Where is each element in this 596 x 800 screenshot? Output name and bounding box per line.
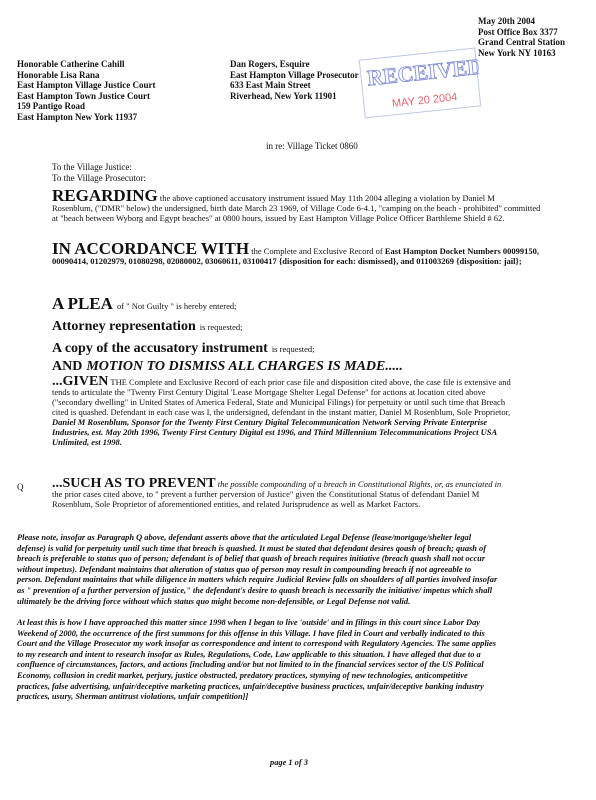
note-line: to my research and intent to research insofar as Rules, Regulations, Code, Law applicable to this situation. I have alleged that due to a: [17, 649, 481, 659]
regarding-line: Rosenblum, ("DMR" below) the undersigned, birth date March 23 1969, of Village Code 6-4.1, "camping on the beach - prohibited" committed: [52, 203, 541, 213]
accordance-docket: East Hampton Docket Numbers 00099150,: [384, 246, 540, 256]
note-line: defense) is valid for perpetuity until such time that breach is quashed. It must be stated that defendant desires qoash of breach; quash of: [17, 543, 487, 553]
given-paragraph: [52, 374, 582, 447]
recipients-left: [17, 59, 156, 122]
regarding-line: at "beach between Wyborg and Egypt beaches" at 0800 hours, issued by East Hampton Village Police Officer Barthleme Shield # 62.: [52, 213, 505, 223]
salutation-line: To the Village Justice:: [52, 162, 132, 172]
sender-city: New York NY 10163: [478, 47, 556, 58]
regarding-paragraph: [52, 186, 572, 223]
motion-lead: AND: [52, 359, 83, 374]
given-line: THE Complete and Exclusive Record of each prior case file and disposition cited above, the case file is extensive and: [110, 377, 511, 387]
accordance-rest: the Complete and Exclusive Record of: [251, 246, 383, 256]
attorney-line: [52, 317, 242, 335]
given-line: Unlimited, est 1998.: [52, 437, 122, 447]
plea-rest: of " Not Guilty " is hereby entered;: [116, 301, 237, 311]
note-line: practices, false advertising, unfair/deceptive marketing practices, unfair/deceptive business practices, unfair/deceptive banking industry: [17, 681, 484, 691]
note-line: as " prevention of a further perversion of justice," the defendant's desire to quash breach is necessarily the initiative/ impetus which shall: [17, 585, 493, 595]
given-line: Daniel M Rosenblum, Sponsor for the Twenty First Century Digital Telecommunication Network Serving Private Enterprise: [52, 417, 488, 427]
motion-line: [52, 357, 403, 375]
q-paragraph: [52, 476, 582, 509]
recipients-right: [230, 59, 359, 101]
page-number: page 1 of 3: [270, 758, 308, 767]
given-line: cited is quashed. Defendant in each case was I, the undersigned, defendant in the instant matter, Daniel M Rosenblum, Sole Proprietor,: [52, 407, 511, 417]
given-line: tends to articulate the "Twenty First Century Digital 'Lease Mortgage Shelter Legal Defense" for actions at location cited above: [52, 387, 486, 397]
note-line: person. Defendant maintains that while diligence in matters which require Judicial Review falls on shoulders of all parties involved insofar: [17, 575, 498, 585]
note-line: confluence of circumstances, factors, and actions [including and/or but not limited to in the financial services sector of the US Political: [17, 660, 484, 670]
regarding-line: the above captioned accusatory instrument issued May 11th 2004 alleging a violation by Daniel M: [159, 193, 495, 203]
note-paragraph-2: [17, 618, 580, 703]
salutation: [52, 162, 146, 183]
given-line: Industries, est. May 20th 1996, Twenty First Century Digital est 1996, and Third Millennium Telecommunications Project USA: [52, 427, 498, 437]
recipient-line: Dan Rogers, Esquire: [230, 59, 310, 69]
copy-lead: A copy of the accusatory instrument: [52, 341, 268, 356]
sender-station: Grand Central Station: [478, 37, 566, 47]
motion-rest: MOTION TO DISMISS ALL CHARGES IS MADE.....: [86, 359, 403, 374]
given-lead: ...GIVEN: [52, 374, 109, 389]
note-line: breach is preferable to status quo of person; defendant is of belief that quash of breach requires initiative (breach quash shall not occur: [17, 554, 486, 564]
note-line: Economy, collusion in credit market, perjury, justice obstructed, predatory practices, stymying of new technologies, anticompetitive: [17, 670, 468, 680]
plea-lead: A PLEA: [52, 294, 113, 313]
note-line: practices, usury, Sherman antitrust violations, unfair competition}]: [17, 692, 249, 702]
sender-date: May 20th 2004: [478, 16, 535, 26]
accordance-lead: IN ACCORDANCE WITH: [52, 239, 250, 258]
note-line: Court and the Village Prosecutor my work insofar as correspondence and intent to correspond with Regulatory Agencies. The same applies: [17, 639, 496, 649]
stamp-date: MAY 20 2004: [391, 91, 458, 111]
received-stamp: [357, 46, 483, 120]
recipient-line: East Hampton New York 11937: [17, 111, 138, 122]
copy-line: [52, 339, 315, 357]
regarding-lead: REGARDING: [52, 186, 158, 205]
q-line: the possible compounding of a breach in Constitutional Rights, or, as enunciated in: [217, 479, 502, 489]
attorney-rest: is requested;: [199, 322, 243, 332]
note-line: ultimately be the driving force without which status quo might become non-defensible, or Legal Defense not valid.: [17, 596, 411, 606]
sender-box: Post Office Box 3377: [478, 26, 558, 37]
plea-line: [52, 294, 236, 314]
attorney-lead: Attorney representation: [52, 319, 196, 334]
recipient-line: 159 Pantigo Road: [17, 101, 86, 111]
note-line: without impetus). Defendant maintains that alteration of status quo of person may result in compounding breach if not agreeable to: [17, 564, 472, 574]
q-marker: Q: [17, 482, 24, 492]
salutation-line: To the Village Prosecutor:: [52, 172, 146, 183]
accordance-paragraph: [52, 239, 582, 266]
sender-block: [478, 16, 565, 58]
recipient-line: Honorable Catherine Cahill: [17, 59, 125, 69]
note-paragraph-1: [17, 533, 580, 607]
note-line: At least this is how I have approached this matter since 1998 when I began to live 'outside' and in filings in this court since Labor Day: [17, 618, 481, 627]
copy-rest: is requested;: [271, 344, 315, 354]
recipient-line: East Hampton Town Justice Court: [17, 90, 151, 101]
recipient-line: 633 East Main Street: [230, 80, 311, 90]
q-line: Rosenblum, Sole Proprietor of aforementioned entities, and related Jurisprudence as well as Market Factors.: [52, 499, 421, 509]
given-line: ("secondary dwelling" in United States of America Federal, State and Municipal Filings) for perpetuity or until such time that Breach: [52, 397, 506, 407]
note-line: Please note, insofar as Paragraph Q above, defendant asserts above that the articulated Legal Defense (lease/mortgage/shelter legal: [17, 533, 472, 542]
note-line: Weekend of 2000, the occurrence of the first summons for this offense in this Village. I have filed in Court and verbally indicated to this: [17, 628, 485, 638]
recipient-line: Honorable Lisa Rana: [17, 69, 100, 80]
q-lead: ...SUCH AS TO PREVENT: [52, 476, 216, 491]
recipient-line: East Hampton Village Prosecutor: [230, 69, 359, 80]
recipient-line: East Hampton Village Justice Court: [17, 80, 156, 90]
accordance-line2: 00090414, 01202979, 01080298, 02080002, 03060611, 03100417 {disposition for each: dismissed}, and 011003269 {disposition: jail};: [52, 256, 522, 266]
re-line: in re: Village Ticket 0860: [266, 141, 358, 151]
q-line: the prior cases cited above, to " prevent a further perversion of Justice" given the Constitutional Status of defendant Daniel M: [52, 489, 480, 499]
stamp-word: RECEIVED: [365, 53, 483, 91]
recipient-line: Riverhead, New York 11901: [230, 90, 337, 101]
